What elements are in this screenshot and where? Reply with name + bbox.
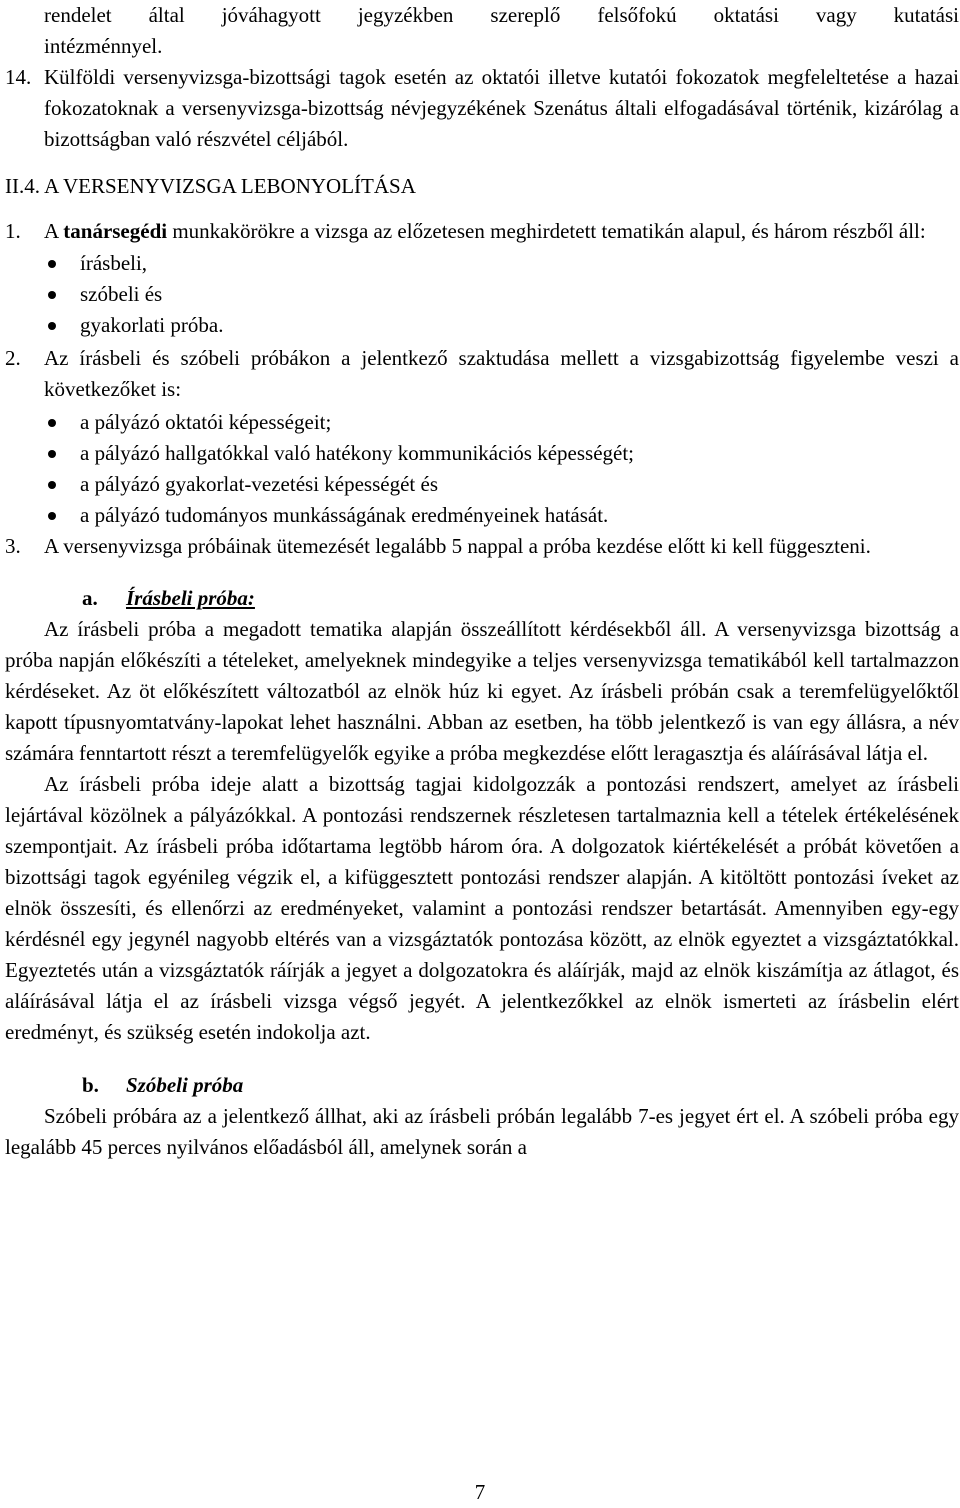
item-2 <box>5 343 959 405</box>
item-2-number: 2. <box>5 346 21 370</box>
list-item <box>5 407 959 438</box>
bullet-text: a pályázó hallgatókkal való hatékony kommunikációs képességét; <box>80 441 634 465</box>
list-item <box>5 310 959 341</box>
bullet-text: a pályázó oktatói képességeit; <box>80 410 332 434</box>
item-2-bullet-list <box>5 407 959 531</box>
list-item <box>5 279 959 310</box>
section-a-paragraph-2: Az írásbeli próba ideje alatt a bizottság tagjai kidolgozzák a pontozási rendszert, amelyet az írásbeli lejártával közölnek a pályázókkal. A pontozási rendszernek részletesen tartalmaznia kell a tételek értékelésének szempontjait. Az írásbeli próba időtartama legtöbb három óra. A dolgozatok kiértékelését a próbát követően a bizottsági tagok egyénileg végzik el, a kifüggesztett pontozási rendszer alapján. A kitöltött pontozási íveket az elnök összesíti, és ellenőrzi az eredményeket, valamint a pontozási rendszer betartását. Amennyiben egy-egy kérdésnél egy jegynél nagyobb eltérés van a vizsgáztatók pontozása között, az elnök egyeztet a vizsgáztatókkal. Egyeztetés után a vizsgáztatók ráírják a jegyet a dolgozatokra és aláírják, majd az elnök kiszámítja az átlagot, és aláírásával látja el az írásbeli vizsga végső jegyét. A jelentkezőkkel az elnök ismerteti az írásbelin elért eredményt, és szükség esetén indokolja azt. <box>5 772 959 1044</box>
item-2-text: Az írásbeli és szóbeli próbákon a jelentkező szaktudása mellett a vizsgabizottság figyelembe veszi a következőket is: <box>44 346 959 401</box>
item-3 <box>5 531 959 562</box>
bullet-icon <box>48 322 56 330</box>
section-b-letter: b. <box>82 1073 99 1097</box>
section-a-title: Írásbeli próba: <box>126 586 255 610</box>
bullet-icon <box>48 450 56 458</box>
item-1-bullet-list <box>5 248 959 341</box>
item-1-post: munkakörökre a vizsga az előzetesen meghirdetett tematikán alapul, és három részből áll: <box>167 219 926 243</box>
page-number: 7 <box>474 1480 486 1504</box>
intro-line-2: intézménnyel. <box>44 34 163 58</box>
section-b-paragraph-1: Szóbeli próbára az a jelentkező állhat, aki az írásbeli próbán legalább 7-es jegyet ért el. A szóbeli próba egy legalább 45 perces nyilvános előadásból áll, amelynek során a <box>5 1104 959 1159</box>
bullet-icon <box>48 512 56 520</box>
item-1-number: 1. <box>5 219 21 243</box>
item-1-text <box>44 216 959 247</box>
item-3-text: A versenyvizsga próbáinak ütemezését legalább 5 nappal a próba kezdése előtt ki kell függeszteni. <box>44 534 871 558</box>
item-14-number: 14. <box>5 65 32 89</box>
list-item <box>5 438 959 469</box>
item-3-number: 3. <box>5 534 21 558</box>
bullet-text: gyakorlati próba. <box>80 313 224 337</box>
list-item <box>5 500 959 531</box>
section-heading: II.4. A VERSENYVIZSGA LEBONYOLÍTÁSA <box>5 174 416 198</box>
section-a-paragraph-1: Az írásbeli próba a megadott tematika alapján összeállított kérdésekből áll. A versenyvizsga bizottság a próba napján előkészíti a tételeket, amelyeknek mindegyike a teljes versenyvizsga tematikából kell tartalmazzon kérdéseket. Az öt előkészített változatból az elnök húz ki egyet. Az írásbeli próbán csak a teremfelügyelőktől kapott típusnyomtatvány-lapokat lehet használni. Abban az esetben, ha több jelentkező is van egy állásra, a név számára fenntartott részt a teremfelügyelők egyike a próba megkezdése előtt leragasztja és aláírásával látja el. <box>5 617 959 765</box>
bullet-text: a pályázó tudományos munkásságának eredményeinek hatását. <box>80 503 609 527</box>
section-b-heading <box>5 1070 959 1101</box>
intro-line-1: rendelet által jóváhagyott jegyzékben szereplő felsőfokú oktatási vagy kutatási <box>44 3 959 27</box>
section-a-letter: a. <box>82 586 98 610</box>
item-14 <box>5 62 959 155</box>
bullet-icon <box>48 260 56 268</box>
section-b-title: Szóbeli próba <box>126 1073 244 1097</box>
section-a-heading <box>5 583 959 614</box>
list-item <box>5 248 959 279</box>
item-14-text: Külföldi versenyvizsga-bizottsági tagok esetén az oktatói illetve kutatói fokozatok megfeleltetése a hazai fokozatoknak a versenyvizsga-bizottság névjegyzékének Szenátus általi elfogadásával történik, kizárólag a bizottságban való részvétel céljából. <box>44 65 959 151</box>
intro-continuation-end <box>5 31 959 62</box>
document-page <box>5 0 959 1163</box>
bullet-text: a pályázó gyakorlat-vezetési képességét és <box>80 472 438 496</box>
intro-continuation <box>5 0 959 31</box>
item-1 <box>5 216 959 247</box>
item-1-pre: A <box>44 219 64 243</box>
bullet-text: írásbeli, <box>80 251 148 275</box>
bullet-icon <box>48 419 56 427</box>
list-item <box>5 469 959 500</box>
item-1-bold: tanársegédi <box>63 219 168 243</box>
bullet-icon <box>48 481 56 489</box>
bullet-text: szóbeli és <box>80 282 163 306</box>
bullet-icon <box>48 291 56 299</box>
